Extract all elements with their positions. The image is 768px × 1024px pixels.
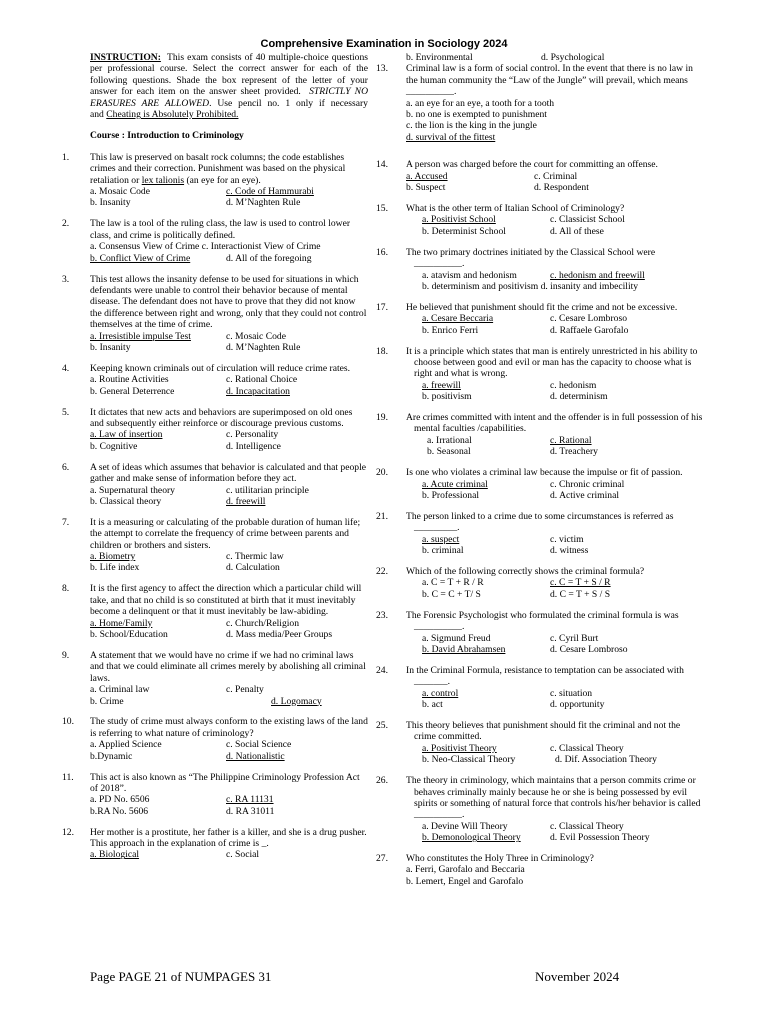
question-25: [376, 720, 704, 766]
option-b: b. Insanity: [90, 197, 131, 209]
question-12: [62, 826, 368, 861]
question-stem: Is one who violates a criminal law because the impulse or fit of passion.: [406, 467, 683, 479]
question-stem: The Forensic Psychologist who formulated the criminal formula is was __________.: [406, 609, 679, 633]
option-b: b. C = C + T/ S: [422, 588, 481, 600]
option-b: b.Dynamic: [90, 750, 133, 762]
question-26: [376, 775, 704, 844]
question-stem: A set of ideas which assumes that behavior is calculated and that people gather and make sense of information before they act.: [90, 461, 367, 485]
option-d: d. Logomacy: [271, 695, 322, 707]
option-a: a. an eye for an eye, a tooth for a tooth: [406, 97, 555, 109]
instruction-label: INSTRUCTION:: [90, 52, 161, 63]
question-24: [376, 664, 704, 711]
question-stem: In the Criminal Formula, resistance to temptation can be associated with _______.: [406, 664, 684, 688]
question-number: 11.: [62, 771, 74, 783]
option-b: b. Lemert, Engel and Garofalo: [406, 875, 524, 887]
option-b: b.RA No. 5606: [90, 805, 149, 817]
question-stem: This act is also known as “The Philippine Criminology Profession Act of 2018”.: [90, 771, 360, 794]
question-number: 25.: [376, 720, 388, 731]
option-a: a. Supernatural theory: [90, 484, 175, 496]
question-12-continued: [406, 52, 704, 63]
question-number: 6.: [62, 461, 70, 473]
option-c: c. hedonism: [550, 379, 597, 391]
option-a: a. freewill: [422, 379, 461, 391]
course-heading: Course : Introduction to Criminology: [90, 130, 244, 142]
option-a: a. Criminal law: [90, 684, 150, 696]
question-stem: He believed that punishment should fit the crime and not be excessive.: [406, 301, 678, 313]
option-d: d. RA 31011: [226, 805, 275, 817]
option-a: a. C = T + R / R: [422, 577, 484, 589]
question-number: 3.: [62, 273, 70, 285]
question-number: 7.: [62, 516, 70, 528]
option-a: a. atavism and hedonism: [422, 269, 517, 281]
option-b: b. positivism: [422, 391, 472, 403]
question-14: [376, 159, 704, 194]
question-number: 22.: [376, 566, 388, 578]
question-stem: A person was charged before the court for committing an offense.: [406, 159, 658, 171]
option-c: c. utilitarian principle: [226, 484, 309, 496]
option-c: c. Code of Hammurabi: [226, 186, 314, 198]
option-a: a. Irrational: [427, 434, 472, 446]
option-c: c. Criminal: [534, 170, 578, 182]
question-18: [376, 345, 704, 403]
option-d: d. Psychological: [541, 52, 605, 63]
question-number: 19.: [376, 412, 388, 424]
question-number: 26.: [376, 775, 388, 787]
option-d: d. C = T + S / S: [550, 588, 611, 600]
option-d: d. survival of the fittest: [406, 131, 496, 143]
left-column: [62, 52, 369, 870]
question-19: [376, 412, 704, 458]
option-a: a. Sigmund Freud: [422, 632, 491, 644]
question-4: [62, 362, 368, 397]
question-number: 20.: [376, 467, 388, 479]
option-c: c. Cesare Lombroso: [550, 313, 627, 325]
option-d: d. All of the foregoing: [226, 252, 312, 264]
option-c: c. Social Science: [226, 739, 292, 751]
page-number-footer: Page PAGE 21 of NUMPAGES 31: [90, 969, 272, 984]
option-a: a. Acute criminal: [422, 478, 488, 490]
option-b: b. no one is exempted to punishment: [406, 109, 547, 121]
option-b: b. General Deterrence: [90, 385, 175, 397]
question-stem: This theory believes that punishment should fit the criminal and not the crime committed.: [406, 720, 681, 743]
option-d: d. Treachery: [550, 446, 598, 458]
question-7: [62, 516, 368, 574]
option-c: c. situation: [550, 687, 593, 699]
question-stem: It dictates that new acts and behaviors are superimposed on old ones and subsequently either reinforce or discourage previous customs.: [90, 406, 353, 429]
option-b: b. School/Education: [90, 628, 168, 640]
question-number: 1.: [62, 151, 70, 163]
question-number: 8.: [62, 583, 70, 595]
option-d: d. Intelligence: [226, 440, 281, 452]
exam-title: Comprehensive Examination in Sociology 2024: [260, 38, 508, 50]
option-b: b. Insanity: [90, 341, 131, 353]
option-d: d. witness: [550, 545, 589, 557]
question-number: 21.: [376, 510, 388, 522]
option-c: c. C = T + S / R: [550, 577, 611, 589]
question-number: 4.: [62, 362, 70, 374]
option-c: c. Classical Theory: [550, 820, 624, 832]
question-stem: It is a measuring or calculating of the probable duration of human life; the attempt to correlate the frequency of crime between parents and children or brothers and sisters.: [90, 516, 361, 551]
option-c: c. Personality: [226, 429, 279, 441]
option-b: b. Cognitive: [90, 440, 138, 452]
question-6: [62, 461, 368, 508]
question-1: [62, 151, 368, 209]
question-5: [62, 406, 368, 453]
question-23: [376, 609, 704, 656]
option-d: d. Evil Possession Theory: [550, 832, 650, 844]
question-stem: It is the first agency to affect the direction which a particular child will take, and that no child is so constituted at birth that it must inevitably become a delinquent or that it must inevitably be law-abiding.: [90, 583, 362, 618]
instruction-cheating: Cheating is Absolutely Prohibited.: [106, 109, 239, 121]
option-a: a. Routine Activities: [90, 374, 169, 386]
option-c: c. Social: [226, 849, 260, 861]
question-stem-end: (an eye for an eye).: [186, 174, 261, 186]
option-d: d. opportunity: [550, 699, 605, 711]
question-number: 18.: [376, 345, 388, 357]
option-a: a. Positivist Theory: [422, 742, 497, 754]
option-b: b. Environmental: [406, 52, 473, 63]
option-a-c: a. Consensus View of Crime c. Interactionist View of Crime: [90, 241, 321, 253]
question-stem: Are crimes committed with intent and the offender is in full possession of his mental faculties /capabilities.: [406, 412, 703, 435]
option-a: a. control: [422, 687, 459, 699]
question-stem: The two primary doctrines initiated by the Classical School were __________.: [406, 246, 656, 270]
question-16: [376, 246, 704, 293]
question-10: [62, 716, 368, 762]
question-stem: Who constitutes the Holy Three in Criminology?: [406, 853, 594, 865]
option-d: d. M’Naghten Rule: [226, 341, 301, 353]
right-column: [376, 52, 704, 897]
option-b: b. Life index: [90, 562, 140, 574]
question-stem: The person linked to a crime due to some circumstances is referred as _________.: [406, 510, 674, 534]
question-number: 17.: [376, 301, 388, 313]
option-c: c. Cyril Burt: [550, 632, 599, 644]
option-d: d. Nationalistic: [226, 750, 285, 762]
option-c: c. RA 11131: [226, 794, 274, 806]
question-number: 15.: [376, 202, 388, 214]
question-number: 12.: [62, 826, 74, 838]
option-d: d. Incapacitation: [226, 385, 290, 397]
option-b: b. Demonological Theory: [422, 832, 521, 844]
option-d: d. Cesare Lombroso: [550, 643, 628, 655]
option-a: a. Biological: [90, 849, 140, 861]
option-c: c. Classicist School: [550, 214, 625, 226]
option-c: c. Penalty: [226, 684, 264, 696]
question-stem-underlined: lex talionis: [141, 174, 185, 186]
question-number: 16.: [376, 246, 388, 258]
option-d: d. Dif. Association Theory: [555, 754, 657, 766]
option-d: d. Raffaele Garofalo: [550, 324, 629, 336]
option-c: c. Rational: [550, 434, 592, 446]
option-a: a. Biometry: [90, 551, 136, 563]
option-c: c. Classical Theory: [550, 742, 624, 754]
question-number: 2.: [62, 218, 70, 230]
option-b: b. criminal: [422, 545, 464, 557]
option-a: a. Cesare Beccaria: [422, 313, 494, 325]
question-stem: Which of the following correctly shows the criminal formula?: [406, 566, 645, 578]
question-number: 10.: [62, 716, 74, 728]
option-b-d: b. determinism and positivism d. insanity and imbecility: [422, 280, 639, 292]
question-8: [62, 583, 368, 640]
option-c: c. victim: [550, 533, 584, 545]
option-a: a. Applied Science: [90, 739, 162, 751]
option-b: b. Seasonal: [427, 446, 471, 458]
option-c: c. Mosaic Code: [226, 330, 286, 342]
question-number: 9.: [62, 649, 70, 661]
option-a: a. Accused: [406, 170, 448, 182]
option-c: c. Rational Choice: [226, 374, 298, 386]
option-b: b. Professional: [422, 490, 480, 501]
question-stem: This law is preserved on basalt rock columns; the code establishes crimes and their correction. Punishment was based on the physical retaliation or: [90, 151, 346, 186]
question-number: 27.: [376, 853, 388, 865]
option-d: d. M’Naghten Rule: [226, 197, 301, 209]
question-stem: Keeping known criminals out of circulation will reduce crime rates.: [90, 362, 351, 374]
question-2: [62, 218, 368, 264]
option-d: d. Respondent: [534, 182, 589, 194]
option-a: a. Law of insertion: [90, 429, 163, 441]
question-9: [62, 649, 368, 707]
option-a: a. Mosaic Code: [90, 186, 150, 198]
option-b: b. act: [422, 699, 443, 711]
option-a: a. Ferri, Garofalo and Beccaria: [406, 864, 525, 876]
option-b: b. Neo-Classical Theory: [422, 754, 516, 766]
question-17: [376, 301, 704, 336]
option-d: d. Calculation: [226, 562, 280, 574]
question-27: [376, 853, 704, 887]
question-13: [376, 63, 704, 143]
option-b: b. David Abrahamsen: [422, 643, 506, 655]
option-a: a. Devine Will Theory: [422, 820, 508, 832]
question-20: [376, 467, 704, 501]
question-22: [376, 566, 704, 600]
question-stem: Criminal law is a form of social control. In the event that there is no law in the human community the “Law of the Jungle” will prevail, which means __________.: [406, 63, 693, 98]
option-b: b. Suspect: [406, 182, 446, 194]
option-b: b. Conflict View of Crime: [90, 252, 191, 264]
instruction-text: This exam consists of 40 multiple-choice questions per professional course. Select the correct answer for each of the following questions. Shade the box represent of the letter of your answer for each item on the answer sheet provided.: [90, 52, 369, 98]
option-a: a. Positivist School: [422, 214, 496, 226]
option-a: a. Home/Family: [90, 617, 153, 629]
question-stem: The theory in criminology, which maintains that a person commits crime or behaves criminally mainly because he or she is being possessed by evil spirits or something of natural force that controls his/her behavior is called __________.: [406, 775, 701, 821]
date-footer: November 2024: [535, 969, 620, 984]
option-b: b. Classical theory: [90, 495, 162, 507]
option-d: d. determinism: [550, 391, 608, 403]
question-number: 24.: [376, 664, 388, 676]
option-a: a. PD No. 6506: [90, 794, 150, 806]
instruction-italic: STRICTLY NO ERASURES ARE ALLOWED: [90, 86, 368, 109]
question-number: 13.: [376, 63, 388, 75]
question-stem: This test allows the insanity defense to be used for situations in which defendants were unable to control their behavior because of mental disease. The defendant does not have to prove that they did not know the difference between right and wrong, only that they could not control themselves at the time of crime.: [90, 273, 367, 331]
option-b: b. Crime: [90, 695, 124, 707]
option-c: c. Church/Religion: [226, 617, 300, 629]
option-d: d. All of these: [550, 225, 604, 237]
option-c: c. Chronic criminal: [550, 478, 625, 490]
option-c: c. hedonism and freewill: [550, 269, 645, 281]
question-number: 14.: [376, 159, 388, 171]
question-number: 5.: [62, 406, 70, 418]
option-c: c. the lion is the king in the jungle: [406, 120, 537, 132]
question-21: [376, 510, 704, 557]
question-stem: Her mother is a prostitute, her father is a killer, and she is a drug pusher. This approach in the explanation of crime is _.: [90, 826, 367, 850]
question-stem: The law is a tool of the ruling class, the law is used to control lower class, and crime is politically defined.: [90, 218, 351, 241]
option-d: d. Active criminal: [550, 490, 620, 501]
question-stem: The study of crime must always conform to the existing laws of the land is referring to what nature of criminology?: [90, 716, 368, 739]
option-d: d. Mass media/Peer Groups: [226, 628, 333, 640]
option-b: b. Enrico Ferri: [422, 324, 479, 336]
question-stem: It is a principle which states that man is entirely unrestricted in his ability to choose between good and evil or man has the capacity to choose what is right and what is wrong.: [406, 345, 698, 380]
question-number: 23.: [376, 609, 388, 621]
instruction-block: [90, 52, 368, 120]
option-a: a. suspect: [422, 533, 460, 545]
question-3: [62, 273, 368, 354]
option-a: a. Irresistible impulse Test: [90, 330, 191, 342]
question-11: [62, 771, 368, 818]
option-d: d. freewill: [226, 495, 266, 507]
question-15: [376, 202, 704, 237]
question-stem: What is the other term of Italian School of Criminology?: [406, 202, 625, 214]
instruction-after: . Use pencil no. 1 only if necessary and: [90, 97, 368, 121]
option-c: c. Thermic law: [226, 551, 284, 563]
option-b: b. Determinist School: [422, 225, 506, 237]
question-stem: A statement that we would have no crime if we had no criminal laws and that we could eliminate all crimes merely by abolishing all criminal laws.: [90, 649, 366, 684]
